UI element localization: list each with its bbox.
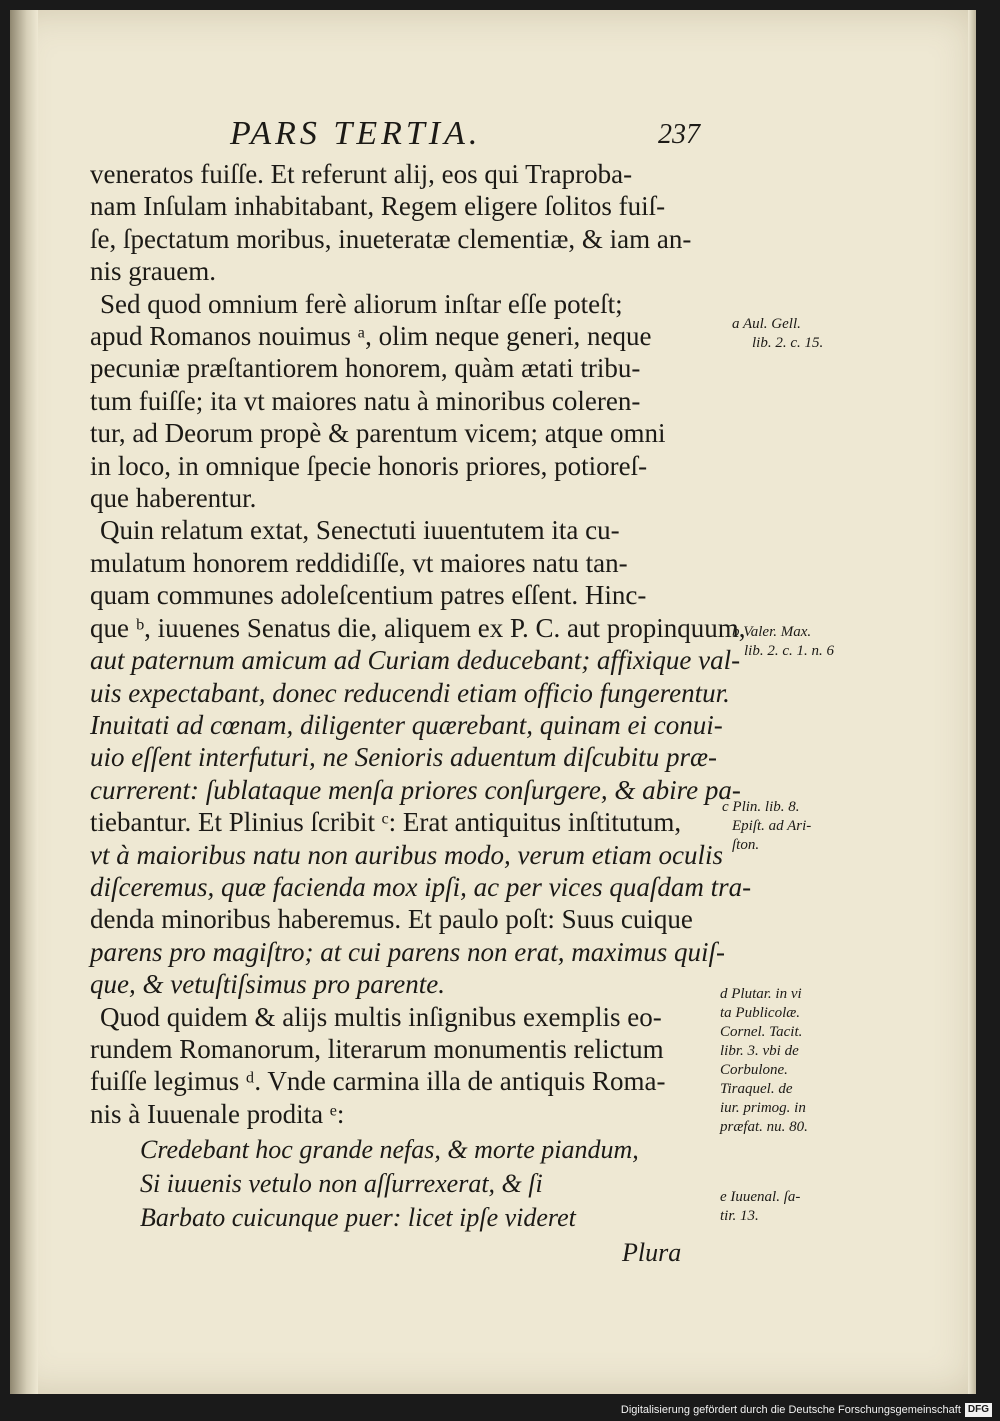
text-line: nam Inſulam inhabitabant, Regem eligere ſolitos fuiſ- — [90, 191, 666, 222]
margin-note-line: ta Publicolæ. — [720, 1005, 800, 1021]
paragraph-4 — [90, 1001, 730, 1131]
verse-line: Barbato cuicunque puer: licet ipſe videret — [140, 1203, 576, 1232]
margin-note-line: Tiraquel. de — [720, 1081, 793, 1097]
text-line: Quin relatum extat, Senectuti iuuentutem ita cu- — [100, 515, 620, 546]
quoted-text-line: currerent: ſublataque menſa priores conſurgere, & abire pa- — [90, 774, 741, 805]
verse-quotation — [140, 1133, 700, 1235]
text-line: tum fuiſſe; ita vt maiores natu à minoribus coleren- — [90, 385, 641, 416]
book-page — [10, 10, 976, 1394]
quoted-text-line: que, & vetuſtiſsimus pro parente. — [90, 969, 445, 1000]
running-head: PARS TERTIA. — [230, 115, 482, 152]
text-line: mulatum honorem reddidiſſe, vt maiores natu tan- — [90, 547, 628, 578]
text-line: tiebantur. Et Plinius ſcribit ᶜ: Erat antiquitus inſtitutum, — [90, 807, 682, 838]
margin-note-a — [732, 315, 823, 353]
page-number: 237 — [658, 119, 700, 150]
text-line: in loco, in omnique ſpecie honoris priores, potioreſ- — [90, 450, 648, 481]
margin-note-b — [732, 623, 834, 661]
verse-line: Si iuuenis vetulo non aſſurrexerat, & ſi — [140, 1169, 543, 1198]
margin-note-line: a Aul. Gell. — [732, 316, 801, 332]
text-line: ſe, ſpectatum moribus, inueteratæ clementiæ, & iam an- — [90, 223, 692, 254]
text-line: rundem Romanorum, literarum monumentis relictum — [90, 1033, 664, 1064]
digitization-credit — [621, 1402, 992, 1418]
margin-note-line: Corbulone. — [720, 1062, 788, 1078]
text-line: fuiſſe legimus ᵈ. Vnde carmina illa de antiquis Roma- — [90, 1066, 666, 1097]
margin-note-line: Cornel. Tacit. — [720, 1024, 803, 1040]
text-line: denda minoribus haberemus. Et paulo poſt: Suus cuique — [90, 904, 693, 935]
text-line: nis grauem. — [90, 256, 216, 287]
margin-note-line: libr. 3. vbi de — [720, 1043, 799, 1059]
text-line: veneratos fuiſſe. Et referunt alij, eos qui Traproba- — [90, 159, 633, 189]
text-line: que haberentur. — [90, 483, 257, 514]
margin-note-line: tir. 13. — [720, 1208, 759, 1224]
margin-note-d — [720, 985, 808, 1137]
margin-note-e — [720, 1188, 800, 1226]
paragraph-2 — [90, 288, 730, 515]
quoted-text-line: parens pro magiſtro; at cui parens non erat, maximus quiſ- — [90, 936, 725, 967]
text-line: Quod quidem & alijs multis inſignibus exemplis eo- — [100, 1001, 662, 1032]
margin-note-line: ſton. — [732, 837, 760, 853]
margin-note-line: lib. 2. c. 1. n. 6 — [744, 643, 834, 659]
margin-note-line: iur. primog. in — [720, 1100, 806, 1116]
quoted-text-line: aut paternum amicum ad Curiam deducebant; affixique val- — [90, 645, 741, 676]
page-spine-shadow — [10, 10, 38, 1394]
text-line: quam communes adoleſcentium patres eſſent. Hinc- — [90, 580, 647, 611]
margin-note-line: e Iuuenal. ſa- — [720, 1189, 801, 1205]
quoted-text-line: uio eſſent interfuturi, ne Senioris aduentum diſcubitu præ- — [90, 742, 717, 773]
margin-note-line: d Plutar. in vi — [720, 986, 802, 1002]
page-edge — [968, 10, 976, 1394]
text-line: nis à Iuuenale prodita ᵉ: — [90, 1098, 345, 1129]
verse-line: Credebant hoc grande nefas, & morte piandum, — [140, 1135, 639, 1164]
quoted-text-line: Inuitati ad cœnam, diligenter quærebant, quinam ei conui- — [90, 709, 723, 740]
margin-note-line: c Plin. lib. 8. — [722, 799, 800, 815]
credit-text: Digitalisierung gefördert durch die Deutsche Forschungsgemeinschaft — [620, 1404, 961, 1416]
text-line: apud Romanos nouimus ᵃ, olim neque generi, neque — [90, 321, 652, 352]
quoted-text-line: vt à maioribus natu non auribus modo, verum etiam oculis — [90, 839, 723, 870]
dfg-logo: DFG — [965, 1403, 992, 1417]
margin-note-c — [722, 798, 811, 855]
text-line: tur, ad Deorum propè & parentum vicem; atque omni — [90, 418, 666, 449]
margin-note-line: b Valer. Max. — [732, 624, 812, 640]
quoted-text-line: diſceremus, quæ facienda mox ipſi, ac per vices quaſdam tra- — [90, 871, 752, 902]
margin-note-line: præfat. nu. 80. — [720, 1119, 808, 1135]
text-line: Sed quod omnium ferè aliorum inſtar eſſe poteſt; — [100, 288, 623, 319]
paragraph-1 — [90, 158, 730, 288]
margin-note-line: lib. 2. c. 15. — [752, 335, 824, 351]
page-header — [230, 115, 700, 155]
margin-note-line: Epiſt. ad Ari- — [732, 818, 812, 834]
text-line: que ᵇ, iuuenes Senatus die, aliquem ex P. C. aut propinquum, — [90, 612, 746, 643]
catchword: Plura — [622, 1238, 682, 1267]
quoted-text-line: uis expectabant, donec reducendi etiam officio fungerentur. — [90, 677, 730, 708]
text-line: pecuniæ præſtantiorem honorem, quàm ætati tribu- — [90, 353, 641, 384]
